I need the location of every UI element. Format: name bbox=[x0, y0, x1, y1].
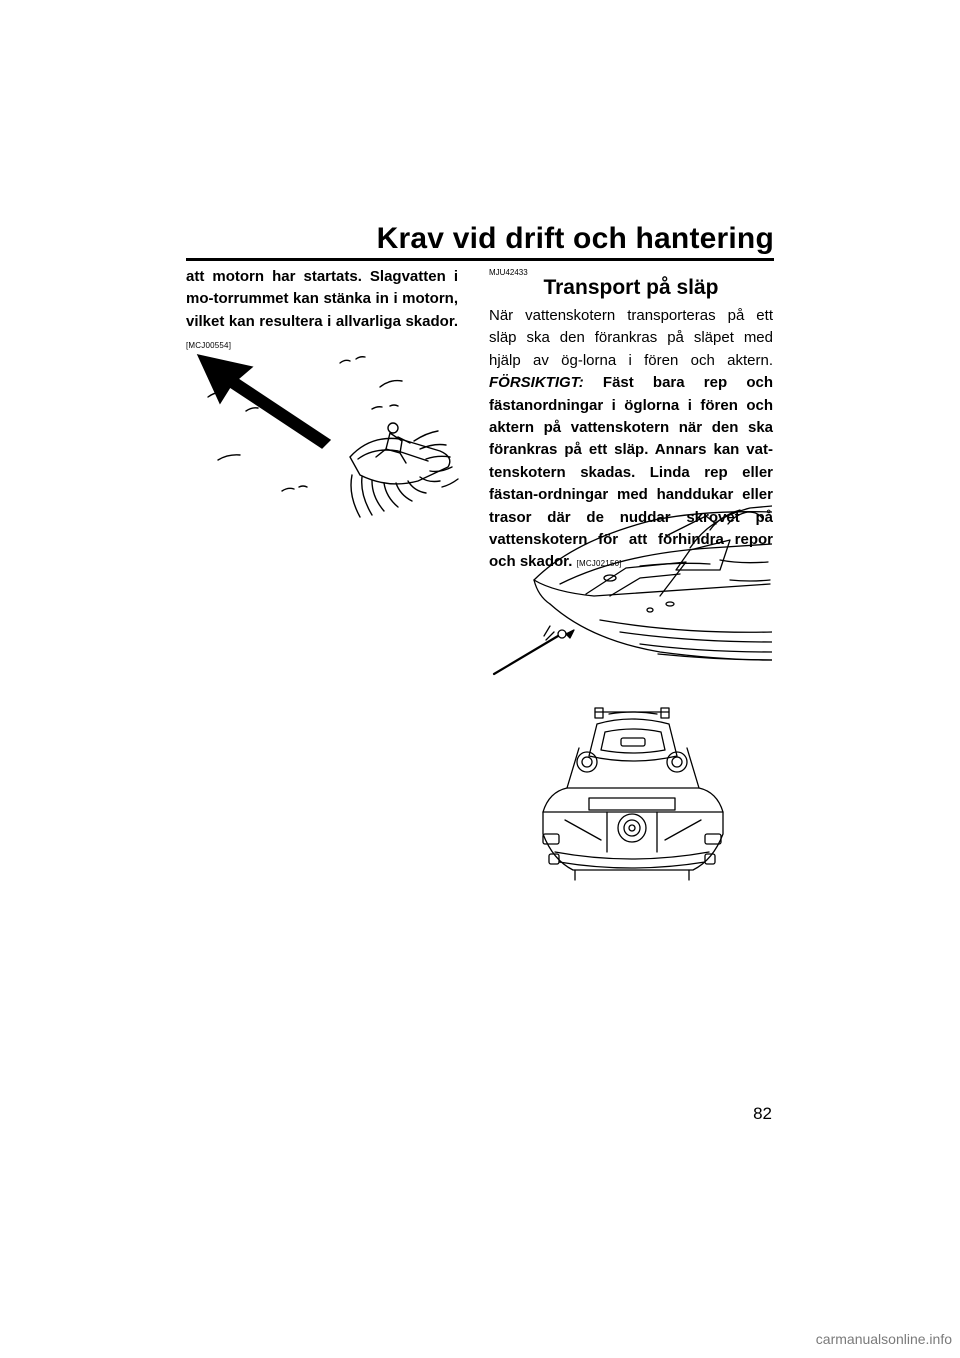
stern-view-illustration bbox=[535, 702, 730, 887]
left-column bbox=[186, 266, 458, 358]
towing-paragraph-plain: När vattenskotern transporteras på ett släp ska den förankras på släpet med hjälp av ög-lorna i fören och aktern. bbox=[489, 307, 773, 369]
right-ref-code: [MCJ02150] bbox=[576, 559, 622, 569]
message-code: MJU42433 bbox=[489, 268, 528, 277]
header-rule bbox=[186, 258, 774, 261]
jetski-turn-illustration bbox=[190, 345, 475, 530]
left-ref-code: [MCJ00554] bbox=[186, 341, 232, 351]
watermark-link[interactable]: carmanualsonline.info bbox=[815, 1331, 952, 1347]
page-title: Krav vid drift och hantering bbox=[376, 222, 774, 255]
section-heading: Transport på släp bbox=[543, 276, 719, 299]
page-number: 82 bbox=[753, 1104, 772, 1123]
bow-tow-eye-illustration bbox=[490, 500, 772, 682]
caution-label: FÖRSIKTIGT: bbox=[489, 374, 584, 392]
left-paragraph: att motorn har startats. Slagvatten i mo-torrummet kan stänka in i motorn, vilket kan resultera i allvarliga skador. bbox=[186, 268, 458, 330]
caution-text: Fäst bara rep och fästanordningar i öglorna i fören och aktern på vattenskotern när den ska förankras på ett släp. Annars kan vat-tenskotern skadas. Linda rep eller fästan-ordningar med handdukar eller trasor där de nuddar skrovet på vattenskotern för att förhindra repor och skador. bbox=[489, 374, 773, 571]
